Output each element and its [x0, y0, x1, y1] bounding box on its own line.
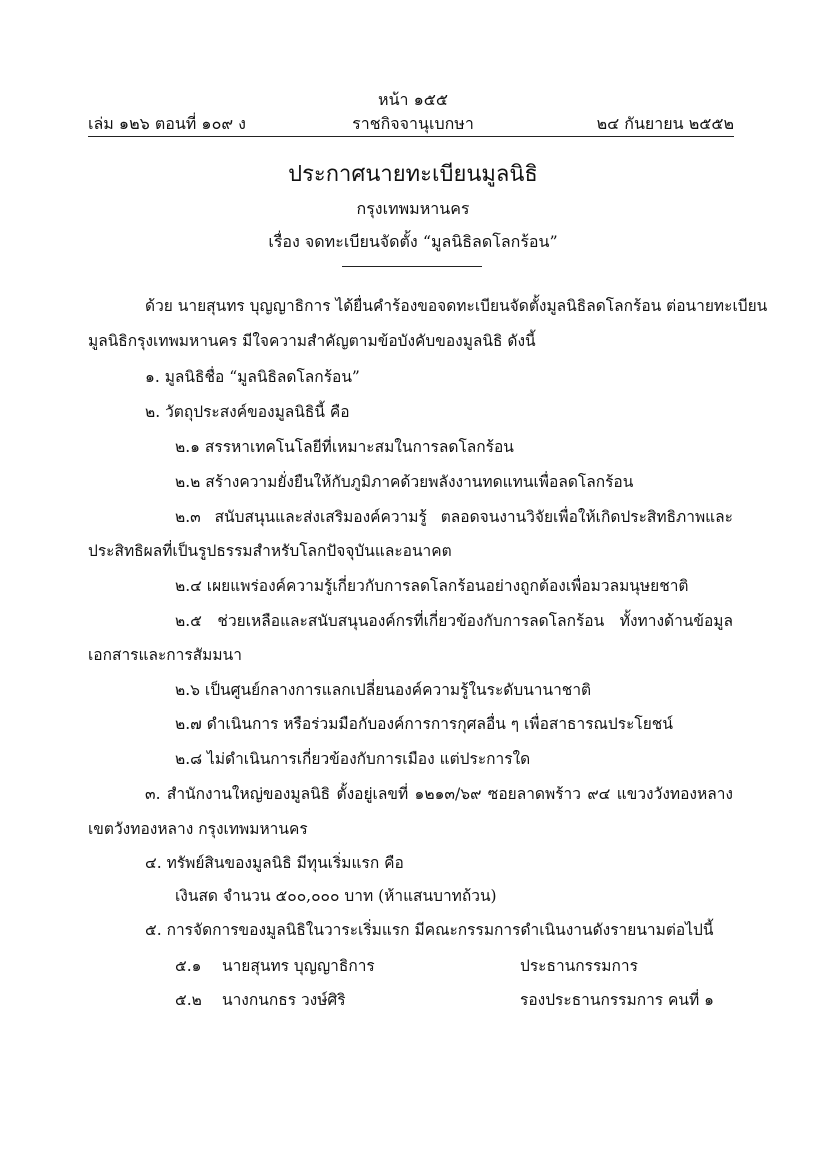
committee-name: นายสุนทร บุญญาธิการ: [222, 957, 375, 975]
location: กรุงเทพมหานคร: [356, 199, 470, 218]
item-3-line-1: ๓. สำนักงานใหญ่ของมูลนิธิ ตั้งอยู่เลขที่ ๑๒๑๓/๖๙ ซอยลาดพร้าว ๙๔ แขวงวังทองหลาง: [145, 785, 733, 803]
item-2-5-line-2: เอกสารและการสัมมนา: [88, 646, 242, 664]
committee-role: รองประธานกรรมการ คนที่ ๑: [520, 991, 714, 1009]
publication-date: ๒๔ กันยายน ๒๕๕๒: [596, 114, 734, 133]
item-2-6: ๒.๖ เป็นศูนย์กลางการแลกเปลี่ยนองค์ความรู้ในระดับนานาชาติ: [175, 681, 592, 699]
item-2-3-line-2: ประสิทธิผลที่เป็นรูปธรรมสำหรับโลกปัจจุบันและอนาคต: [88, 542, 452, 560]
item-4: ๔. ทรัพย์สินของมูลนิธิ มีทุนเริ่มแรก คือ: [145, 854, 404, 872]
item-5: ๕. การจัดการของมูลนิธิในวาระเริ่มแรก มีคณะกรรมการดำเนินงานดังรายนามต่อไปนี้: [145, 921, 714, 939]
announcement-title: ประกาศนายทะเบียนมูลนิธิ: [288, 162, 538, 187]
item-2: ๒. วัตถุประสงค์ของมูลนิธินี้ คือ: [145, 403, 350, 421]
header-rule: [88, 136, 734, 137]
item-2-3-line-1: ๒.๓ สนับสนุนและส่งเสริมองค์ความรู้ ตลอดจนงานวิจัยเพื่อให้เกิดประสิทธิภาพและ: [175, 508, 733, 526]
item-2-7: ๒.๗ ดำเนินการ หรือร่วมมือกับองค์การการกุศลอื่น ๆ เพื่อสาธารณประโยชน์: [175, 715, 673, 733]
item-4-detail: เงินสด จำนวน ๕๐๐,๐๐๐ บาท (ห้าแสนบาทถ้วน): [175, 887, 497, 905]
item-3-line-2: เขตวังทองหลาง กรุงเทพมหานคร: [88, 820, 308, 838]
item-2-2: ๒.๒ สร้างความยั่งยืนให้กับภูมิภาคด้วยพลังงานทดแทนเพื่อลดโลกร้อน: [175, 473, 634, 491]
item-2-5-line-1: ๒.๕ ช่วยเหลือและสนับสนุนองค์กรที่เกี่ยวข้องกับการลดโลกร้อน ทั้งทางด้านข้อมูล: [175, 612, 733, 630]
item-1: ๑. มูลนิธิชื่อ “มูลนิธิลดโลกร้อน”: [145, 368, 360, 386]
item-2-4: ๒.๔ เผยแพร่องค์ความรู้เกี่ยวกับการลดโลกร้อนอย่างถูกต้องเพื่อมวลมนุษยชาติ: [175, 577, 689, 595]
item-2-8: ๒.๘ ไม่ดำเนินการเกี่ยวข้องกับการเมือง แต่ประการใด: [175, 750, 531, 768]
intro-line-2: มูลนิธิกรุงเทพมหานคร มีใจความสำคัญตามข้อบังคับของมูลนิธิ ดังนี้: [88, 332, 536, 350]
title-underline: [342, 266, 482, 267]
volume-issue: เล่ม ๑๒๖ ตอนที่ ๑๐๙ ง: [88, 114, 246, 133]
intro-line-1: ด้วย นายสุนทร บุญญาธิการ ได้ยื่นคำร้องขอจดทะเบียนจัดตั้งมูลนิธิลดโลกร้อน ต่อนายทะเบียน: [145, 297, 768, 315]
page-number: หน้า ๑๕๕: [378, 90, 448, 109]
item-2-1: ๒.๑ สรรหาเทคโนโลยีที่เหมาะสมในการลดโลกร้อน: [175, 438, 514, 456]
committee-role: ประธานกรรมการ: [520, 957, 638, 975]
committee-no: ๕.๑: [175, 957, 202, 975]
committee-name: นางกนกธร วงษ์ศิริ: [222, 991, 346, 1009]
committee-no: ๕.๒: [175, 991, 202, 1009]
subject: เรื่อง จดทะเบียนจัดตั้ง “มูลนิธิลดโลกร้อน”: [268, 232, 558, 251]
gazette-name: ราชกิจจานุเบกษา: [352, 114, 474, 133]
